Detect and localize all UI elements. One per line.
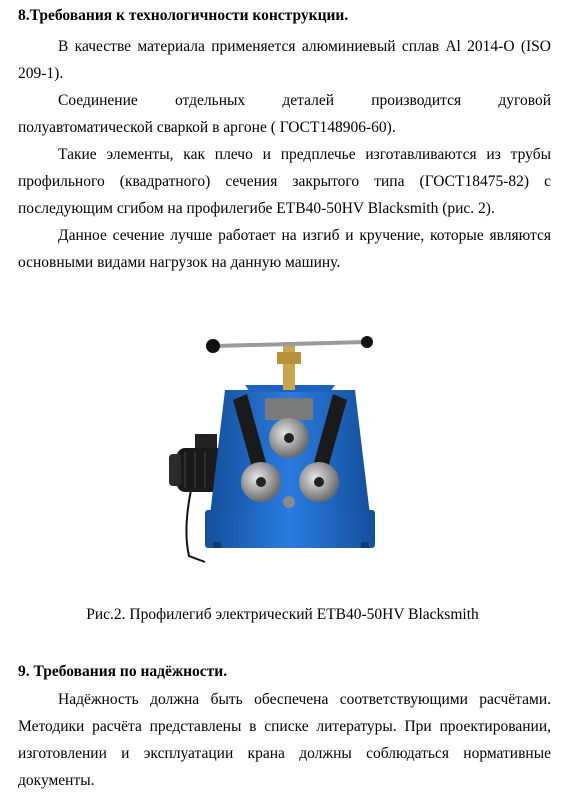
screw-spindle [283, 342, 295, 390]
machine-base [205, 510, 375, 548]
bender-photo [165, 330, 405, 580]
handle-knob-right[interactable] [361, 336, 373, 348]
figure-caption: Рис.2. Профилегиб электрический ETB40-50HV Blacksmith [86, 606, 479, 623]
power-cable [186, 490, 205, 562]
paragraph-section-load: Данное сечение лучше работает на изгиб и кручение, которые являются основными видами нагрузок на данную машину. [18, 227, 551, 271]
section-8-body [18, 33, 551, 276]
upper-roller-block [265, 398, 313, 420]
section-9-body [18, 686, 551, 794]
paragraph-reliability: Надёжность должна быть обеспечена соответствующими расчётами. Методики расчёта представлены в списке литературы. При проектировании, изготовлении и эксплуатации крана должны соблюдаться нормативные документы. [18, 691, 551, 789]
paragraph-profile-tube: Такие элементы, как плечо и предплечье изготавливаются из трубы профильного (квадратного) сечения закрытого типа (ГОСТ18475-82) с последующим сгибом на профилегибе ETB40-50HV Blacksmith (рис. 2). [18, 146, 551, 217]
paragraph-material: В качестве материала применяется алюминиевый сплав Al 2014-O (ISO 209-1). [18, 38, 551, 82]
handle-knob-left[interactable] [206, 339, 220, 353]
handle-bar[interactable] [215, 342, 365, 346]
paragraph-welding: Соединение отдельных деталей производится дуговой полуавтоматической сваркой в аргоне ( ГОСТ148906-60). [18, 92, 551, 136]
section-9-heading: 9. Требования по надёжности. [18, 663, 228, 680]
section-8-heading: 8.Требования к технологичности конструкции. [18, 7, 349, 24]
